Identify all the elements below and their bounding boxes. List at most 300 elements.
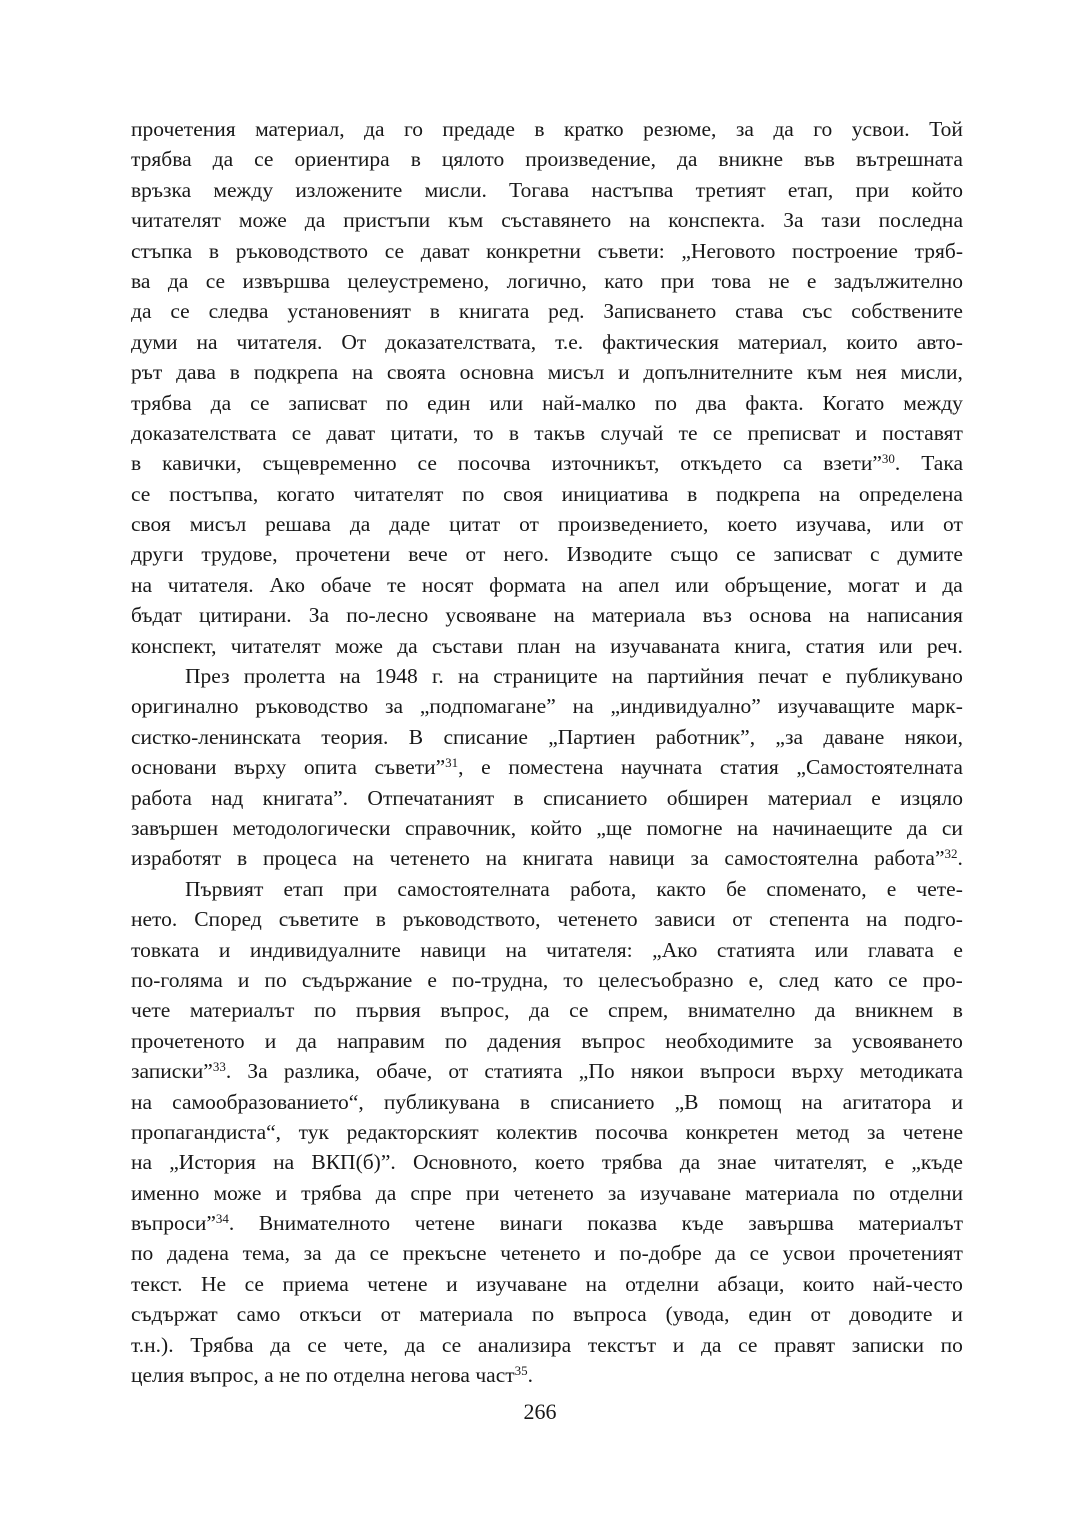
word: Когато [822, 390, 885, 415]
word: такъв [534, 420, 586, 445]
word: и [951, 1302, 963, 1327]
word: посочва [595, 1119, 668, 1144]
word: основани [131, 755, 217, 780]
word: обаче, [376, 1059, 433, 1084]
text-line [131, 205, 963, 235]
word: работа”$^{32}$. [874, 845, 963, 871]
word: метод [796, 1119, 850, 1144]
word: кавички, [162, 451, 242, 476]
word: го [813, 117, 833, 141]
word: направим [336, 1028, 425, 1053]
word: читателят [230, 633, 321, 658]
word: Ако [269, 572, 306, 597]
word: „ще [596, 815, 633, 840]
text-line [131, 296, 963, 326]
word: на [611, 664, 633, 689]
word: четене [414, 1211, 476, 1236]
word: предаде [442, 117, 515, 141]
word: може [213, 1180, 262, 1205]
word: на [457, 664, 480, 689]
word: то [563, 967, 584, 992]
text-line [131, 539, 963, 569]
word: споменато, [766, 876, 867, 901]
word: във [804, 147, 835, 172]
word: което [534, 1150, 585, 1175]
word: поставят [882, 420, 963, 445]
word: към [806, 360, 843, 385]
word: собствените [851, 299, 963, 324]
word: някои [630, 1059, 684, 1084]
word: ва [131, 268, 151, 293]
word: по [654, 390, 678, 415]
word: на [553, 603, 575, 628]
word: първия [355, 998, 421, 1023]
word: дадена [166, 1241, 229, 1266]
word: дават [420, 238, 470, 263]
word: доказателствата, [385, 329, 537, 354]
word: на [866, 907, 888, 932]
word: записки [851, 1332, 924, 1357]
word: на [352, 846, 374, 871]
word: със [802, 299, 833, 324]
word: теория. [321, 724, 389, 749]
text-line [131, 1299, 963, 1329]
word: в [429, 299, 440, 324]
word: списанието [543, 785, 648, 810]
word: материала [419, 1302, 514, 1327]
word: е [427, 967, 437, 992]
word: кратко [563, 117, 624, 141]
word: трябва [131, 147, 192, 172]
word: в [375, 907, 386, 932]
word: даване [823, 724, 885, 749]
word: обширен [666, 785, 749, 810]
word: които [846, 329, 898, 354]
word: ръководството [235, 238, 369, 263]
word: е [822, 664, 832, 689]
word: произведението, [557, 512, 709, 537]
word: да [167, 268, 189, 293]
word: „Неговото [681, 238, 776, 263]
word: с [869, 542, 880, 567]
text-line [131, 1208, 963, 1238]
text-line [131, 327, 963, 357]
word: въпроси [699, 1059, 776, 1084]
word: следва [208, 299, 269, 324]
word: четенето [557, 907, 638, 932]
word: своята [386, 360, 446, 385]
word: цялото [441, 147, 505, 172]
word: читателя. [236, 329, 323, 354]
word: други [131, 542, 184, 567]
word: по [462, 481, 485, 506]
word: изучаващите [777, 694, 895, 719]
text-line [131, 1238, 963, 1268]
word: като [834, 967, 874, 992]
word: прочетения [131, 117, 236, 141]
word: За [247, 1059, 268, 1084]
word: към [448, 208, 484, 233]
word: Според [194, 907, 262, 932]
word: не [279, 1363, 301, 1388]
word: формата [489, 572, 566, 597]
word: публикувана [383, 1089, 500, 1114]
word: откъси [299, 1302, 362, 1327]
word: Записването [603, 299, 717, 324]
word: за [813, 1028, 832, 1053]
word: спре [410, 1180, 452, 1205]
word: съдържат [131, 1302, 218, 1327]
word: в [687, 481, 698, 506]
word: отделна [333, 1363, 406, 1388]
word: дават [326, 420, 376, 445]
word: редакторският [346, 1119, 479, 1144]
word: текстът [587, 1332, 657, 1357]
word: когато [276, 481, 335, 506]
word: настъпва [591, 177, 674, 202]
word: съвети”$^{31}$, [374, 754, 464, 780]
word: „Ако [652, 937, 698, 962]
word: на [339, 664, 361, 689]
word: и [672, 1332, 685, 1357]
word: да [335, 1241, 356, 1266]
text-line [131, 570, 963, 600]
word: трябва [301, 1180, 362, 1205]
word: над [211, 785, 244, 810]
word: зависи [654, 907, 716, 932]
word: в [952, 998, 963, 1023]
word: постъпва, [169, 481, 259, 506]
word: си [941, 815, 963, 840]
word: един [748, 1302, 792, 1327]
word: апел [618, 572, 660, 597]
word: в [229, 360, 240, 385]
word: се [254, 147, 274, 172]
word: научната [620, 755, 703, 780]
word: и [915, 572, 927, 597]
word: про- [922, 967, 963, 992]
word: „В [674, 1089, 699, 1114]
word: който [530, 815, 583, 840]
word: по [852, 1180, 876, 1205]
word: резюме, [643, 117, 717, 141]
word: който [911, 177, 963, 202]
word: на [351, 360, 374, 385]
word: произведение, [525, 147, 656, 172]
word: да [404, 1332, 426, 1357]
word: се [291, 420, 312, 445]
word: етап, [787, 177, 834, 202]
word: бъдат [131, 603, 182, 628]
word: на [485, 846, 507, 871]
word: извършва [242, 268, 330, 293]
word: поместена [508, 755, 604, 780]
word: и [218, 937, 231, 962]
word: самообразованието“, [172, 1089, 364, 1114]
word: За [783, 208, 804, 233]
word: „Партиен [548, 724, 636, 749]
word: реч. [926, 633, 963, 658]
word: През [185, 664, 230, 689]
text-line [131, 1147, 963, 1177]
word: или [489, 390, 524, 415]
word: четене [902, 1119, 963, 1144]
text-line [131, 935, 963, 965]
word: не [768, 268, 790, 293]
word: да [296, 1028, 317, 1053]
word: се [738, 1332, 758, 1357]
word: при [465, 1180, 500, 1205]
word: записки”$^{33}$. [131, 1058, 232, 1084]
word: ориентира [294, 147, 390, 172]
word: в [410, 147, 421, 172]
word: най-малко [542, 390, 636, 415]
word: трудове, [201, 542, 278, 567]
text-line [131, 1360, 963, 1390]
word: логично, [506, 268, 587, 293]
word: чете- [916, 876, 963, 901]
word: усвояване [445, 603, 537, 628]
word: своя [131, 512, 171, 537]
word: усвои [782, 1241, 836, 1266]
word: цитати, [390, 420, 459, 445]
word: стъпка [131, 238, 193, 263]
word: върху [791, 1059, 844, 1084]
word: един [427, 390, 471, 415]
word: на [736, 815, 759, 840]
word: за [384, 694, 404, 719]
word: книга, [734, 633, 792, 658]
word: Трябва [190, 1332, 254, 1357]
word: факта. [745, 390, 804, 415]
word: изработят [131, 846, 222, 871]
word: на [131, 1150, 153, 1175]
word: пропагандиста“, [131, 1119, 282, 1144]
word: или [675, 572, 709, 597]
text-line [131, 1056, 963, 1086]
word: материала [745, 1180, 839, 1205]
word: допълнителните [643, 360, 794, 385]
word: съветите [278, 907, 359, 932]
footnote-reference: 31 [445, 754, 459, 770]
text-line [131, 509, 963, 539]
text-line [131, 995, 963, 1025]
word: пролетта [243, 664, 326, 689]
text-line [131, 813, 963, 843]
word: тук [298, 1119, 329, 1144]
word: е [886, 876, 897, 901]
word: за [735, 117, 754, 141]
word: четенето [513, 1180, 594, 1205]
word: цитат [449, 512, 501, 537]
word: построение [792, 238, 898, 263]
word: четенето [500, 1241, 581, 1266]
word: читателя: [546, 937, 633, 962]
word: по-лесно [346, 603, 429, 628]
word: работа, [569, 876, 637, 901]
word: целеустремено, [347, 268, 490, 293]
word: целия [131, 1363, 185, 1388]
word: само [236, 1302, 281, 1327]
word: материалът [858, 1211, 963, 1236]
word: се [250, 390, 270, 415]
word: от [943, 512, 963, 537]
word: случай [600, 420, 664, 445]
word: последна [878, 208, 963, 233]
word: най-често [872, 1271, 963, 1296]
word: списанието [550, 1089, 655, 1114]
word: решава [265, 512, 331, 537]
word: да [679, 1150, 701, 1175]
word: по [264, 967, 287, 992]
word: се [417, 451, 437, 476]
word: се [384, 238, 405, 263]
word: написания [866, 603, 963, 628]
word: се [170, 299, 190, 324]
word: прочетени [295, 542, 391, 567]
word: на [828, 603, 850, 628]
word: методиката [859, 1059, 963, 1084]
word: мисли, [900, 360, 963, 385]
footnote-reference: 35 [514, 1362, 528, 1378]
word: тема, [242, 1241, 290, 1266]
word: по [531, 1302, 555, 1327]
word: взети”$^{30}$. [823, 450, 901, 476]
word: както [656, 876, 706, 901]
word: партийния [647, 664, 744, 689]
word: доводите [849, 1302, 933, 1327]
word: да [349, 512, 371, 537]
word: да [397, 633, 418, 658]
word: навици [420, 937, 487, 962]
word: изучаваната [610, 633, 720, 658]
word: източникът, [551, 451, 660, 476]
word: от [465, 542, 486, 567]
word: или [878, 633, 913, 658]
word: за [866, 1119, 886, 1144]
word: 1948 [374, 664, 418, 689]
footnote-reference: 34 [215, 1210, 229, 1226]
word: върху [234, 755, 287, 780]
word: печат [758, 664, 808, 689]
word: нето. [131, 907, 178, 932]
word: Не [201, 1271, 227, 1296]
word: прочетеното [131, 1028, 245, 1053]
word: вникне [718, 147, 784, 172]
word: Внимателното [258, 1211, 391, 1236]
word: от [448, 1059, 469, 1084]
word: въпроса [573, 1302, 647, 1327]
word: материал, [255, 117, 345, 141]
word: план [517, 633, 561, 658]
word: усвояването [852, 1028, 963, 1053]
word: чете, [343, 1332, 389, 1357]
word: „индивидуално” [610, 694, 761, 719]
word: абзаци, [717, 1271, 785, 1296]
word: по [385, 390, 409, 415]
word: материала [591, 603, 686, 628]
word: внимателно [687, 998, 796, 1023]
word: текст. [131, 1271, 183, 1296]
text-line [131, 752, 963, 782]
word: целесъобразно [598, 967, 734, 992]
word: да [715, 1241, 736, 1266]
word: даде [389, 512, 431, 537]
word: главата [867, 937, 934, 962]
word: същевременно [262, 451, 397, 476]
text-line [131, 600, 963, 630]
word: т.е. [555, 329, 584, 354]
word: също [670, 542, 719, 567]
word: нея [855, 360, 887, 385]
word: разлика, [283, 1059, 360, 1084]
word: статия [719, 755, 779, 780]
word: въпрос [581, 1028, 646, 1053]
word: се [244, 1271, 264, 1296]
text-line [131, 144, 963, 174]
word: за [607, 1180, 626, 1205]
word: да [773, 117, 794, 141]
word: се [712, 420, 733, 445]
word: на [572, 694, 594, 719]
word: страниците [493, 664, 598, 689]
word: да [942, 572, 963, 597]
word: него. [503, 542, 549, 567]
word: да [700, 1332, 722, 1357]
word: цитирани. [199, 603, 292, 628]
word: връзка [131, 177, 192, 202]
word: се [441, 1332, 462, 1357]
text-line [131, 236, 963, 266]
word: да [814, 998, 836, 1023]
text-line [131, 965, 963, 995]
word: завършва [748, 1211, 834, 1236]
text-line [131, 904, 963, 934]
word: на [801, 1089, 823, 1114]
word: определена [858, 481, 963, 506]
word: Изводите [566, 542, 653, 567]
word: конспекта. [668, 208, 766, 233]
word: по [940, 1332, 963, 1357]
word: трябва [601, 1150, 663, 1175]
text-line [131, 1087, 963, 1117]
word: могат [847, 572, 900, 597]
word: е [884, 1150, 895, 1175]
word: се [205, 268, 226, 293]
word: ръководство [255, 694, 369, 719]
word: конкретни [486, 238, 581, 263]
word: това [711, 268, 752, 293]
word: читателят [131, 208, 221, 233]
word: подкрепа [253, 360, 339, 385]
word: е [481, 755, 491, 780]
word: и [446, 1271, 458, 1296]
word: от [380, 1302, 401, 1327]
word: фактическия [602, 329, 719, 354]
word: списание [443, 724, 528, 749]
word: се [569, 998, 589, 1023]
word: съставянето [501, 208, 612, 233]
word: систко-ленинската [131, 724, 301, 749]
word: мисъл [189, 512, 247, 537]
word: тази [821, 208, 861, 233]
word: или [890, 512, 925, 537]
word: завършен [131, 815, 219, 840]
word: (увода, [665, 1302, 730, 1327]
word: се [307, 1332, 327, 1357]
word: се [736, 542, 756, 567]
word: става [735, 299, 784, 324]
